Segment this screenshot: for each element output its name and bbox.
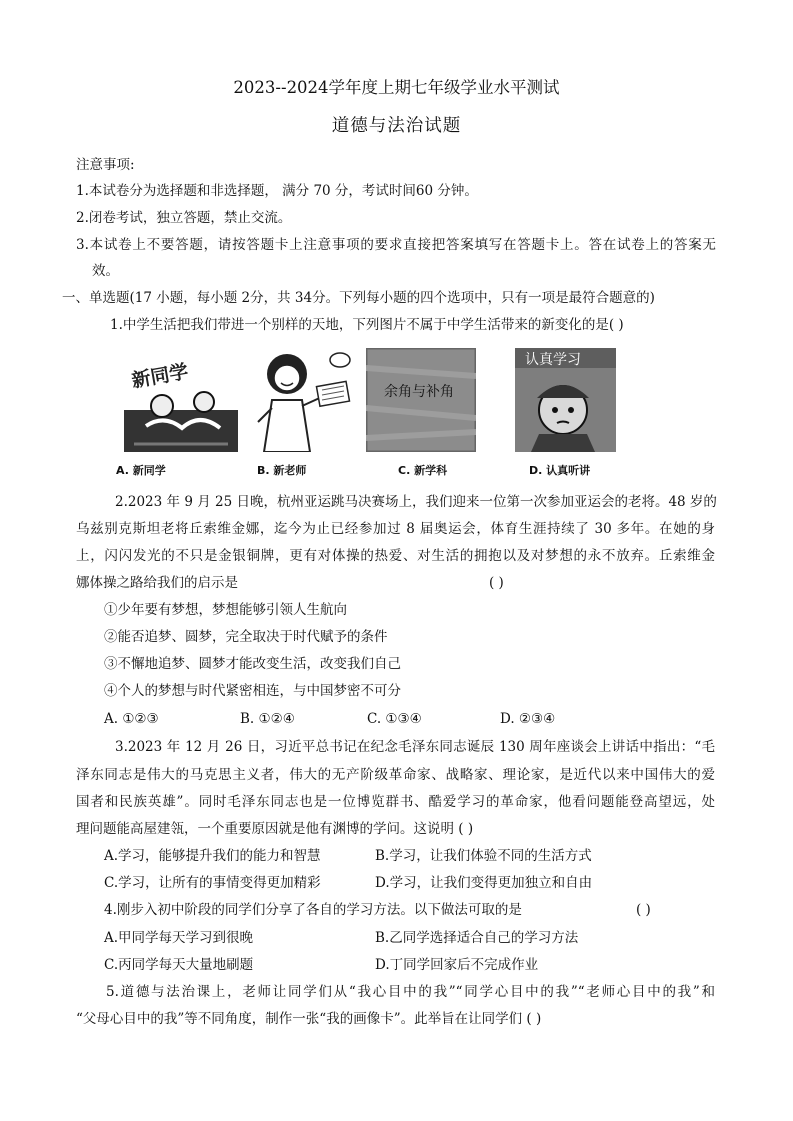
question-4-stem: 4.刚步入初中阶段的同学们分享了各自的学习方法。以下做法可取的是 bbox=[104, 902, 522, 918]
question-4-option-a: A.甲同学每天学习到很晚 bbox=[104, 930, 254, 946]
question-2-statement-2: ②能否追梦、圆梦，完全取决于时代赋予的条件 bbox=[104, 629, 388, 645]
question-4-option-d: D.丁同学回家后不完成作业 bbox=[375, 957, 539, 973]
section-heading-single-choice: 一、单选题(17 小题，每小题 2分，共 34分。下列每小题的四个选项中，只有一项是最符合题意的) bbox=[62, 290, 655, 306]
notes-heading: 注意事项: bbox=[76, 157, 135, 173]
q1-caption-d: D. 认真听讲 bbox=[529, 464, 591, 477]
question-2-answer-paren: ( ) bbox=[489, 575, 504, 591]
question-3-option-d: D.学习，让我们变得更加独立和自由 bbox=[375, 875, 593, 891]
image-new-subject bbox=[366, 348, 476, 452]
exam-title: 2023--2024学年度上期七年级学业水平测试 bbox=[233, 78, 560, 97]
question-3-option-c: C.学习，让所有的事情变得更加精彩 bbox=[104, 875, 321, 891]
question-2-option-b: B. ①②④ bbox=[240, 711, 295, 727]
note-item-3-line-2: 效。 bbox=[92, 263, 119, 279]
note-item-1: 1.本试卷分为选择题和非选择题， 满分 70 分，考试时间60 分钟。 bbox=[76, 183, 478, 199]
question-2-option-d: D. ②③④ bbox=[500, 711, 556, 727]
note-item-2: 2.闭卷考试，独立答题，禁止交流。 bbox=[76, 210, 292, 226]
question-5-line-1: 5.道德与法治课上，老师让同学们从“我心目中的我”“同学心目中的我”“老师心目中的我”和 bbox=[106, 984, 715, 1000]
question-3-option-a: A.学习，能够提升我们的能力和智慧 bbox=[104, 848, 321, 864]
question-4-option-b: B.乙同学选择适合自己的学习方法 bbox=[375, 930, 579, 946]
exam-subject-title: 道德与法治试题 bbox=[331, 116, 462, 136]
question-2-line-2: 乌兹别克斯坦老将丘索维金娜，迄今为止已经参加过 8 届奥运会，体育生涯持续了 30 多年。在她的身 bbox=[76, 521, 715, 537]
question-2-line-1: 2.2023 年 9 月 25 日晚，杭州亚运跳马决赛场上，我们迎来一位第一次参加亚运会的老将。48 岁的 bbox=[115, 494, 717, 510]
q1-caption-a: A. 新同学 bbox=[116, 464, 166, 477]
question-2-statement-4: ④个人的梦想与时代紧密相连，与中国梦密不可分 bbox=[104, 683, 401, 699]
image-new-teacher bbox=[252, 348, 352, 452]
image-a-text: 新同学 bbox=[130, 360, 191, 393]
question-3-line-1: 3.2023 年 12 月 26 日，习近平总书记在纪念毛泽东同志诞辰 130 周年座谈会上讲话中指出：“毛 bbox=[115, 739, 715, 755]
question-2-line-3: 上，闪闪发光的不只是金银铜牌，更有对体操的热爱、对生活的拥抱以及对梦想的永不放弃。丘索维金 bbox=[76, 548, 715, 564]
question-5-line-2: “父母心目中的我”等不同角度，制作一张“我的画像卡”。此举旨在让同学们 ( ) bbox=[76, 1011, 542, 1027]
image-c-text: 余角与补角 bbox=[384, 384, 454, 400]
question-3-line-3: 国者和民族英雄”。同时毛泽东同志也是一位博览群书、酷爱学习的革命家，他看问题能登高望远，处 bbox=[76, 794, 715, 810]
question-4-option-c: C.丙同学每天大量地刷题 bbox=[104, 957, 254, 973]
question-1-stem: 1.中学生活把我们带进一个别样的天地，下列图片不属于中学生活带来的新变化的是( ) bbox=[110, 317, 624, 333]
q1-caption-b: B. 新老师 bbox=[257, 464, 307, 477]
question-3-line-4: 理问题能高屋建瓴，一个重要原因就是他有渊博的学问。这说明 ( ) bbox=[76, 821, 474, 837]
question-3-option-b: B.学习，让我们体验不同的生活方式 bbox=[375, 848, 592, 864]
question-2-option-a: A. ①②③ bbox=[104, 711, 159, 727]
question-4-answer-paren: ( ) bbox=[636, 902, 651, 918]
question-2-statement-3: ③不懈地追梦、圆梦才能改变生活，改变我们自己 bbox=[104, 656, 401, 672]
image-study-hard bbox=[515, 348, 616, 452]
q1-caption-c: C. 新学科 bbox=[398, 464, 448, 477]
image-new-classmates bbox=[124, 348, 238, 452]
note-item-3-line-1: 3.本试卷上不要答题，请按答题卡上注意事项的要求直接把答案填写在答题卡上。答在试卷上的答案无 bbox=[76, 237, 716, 253]
question-3-line-2: 泽东同志是伟大的马克思主义者，伟大的无产阶级革命家、战略家、理论家，是近代以来中国伟大的爱 bbox=[76, 767, 715, 783]
image-d-text: 认真学习 bbox=[525, 352, 581, 368]
question-2-option-c: C. ①③④ bbox=[367, 711, 422, 727]
question-2-statement-1: ①少年要有梦想，梦想能够引领人生航向 bbox=[104, 602, 347, 618]
question-2-line-4: 娜体操之路给我们的启示是 bbox=[76, 575, 238, 591]
